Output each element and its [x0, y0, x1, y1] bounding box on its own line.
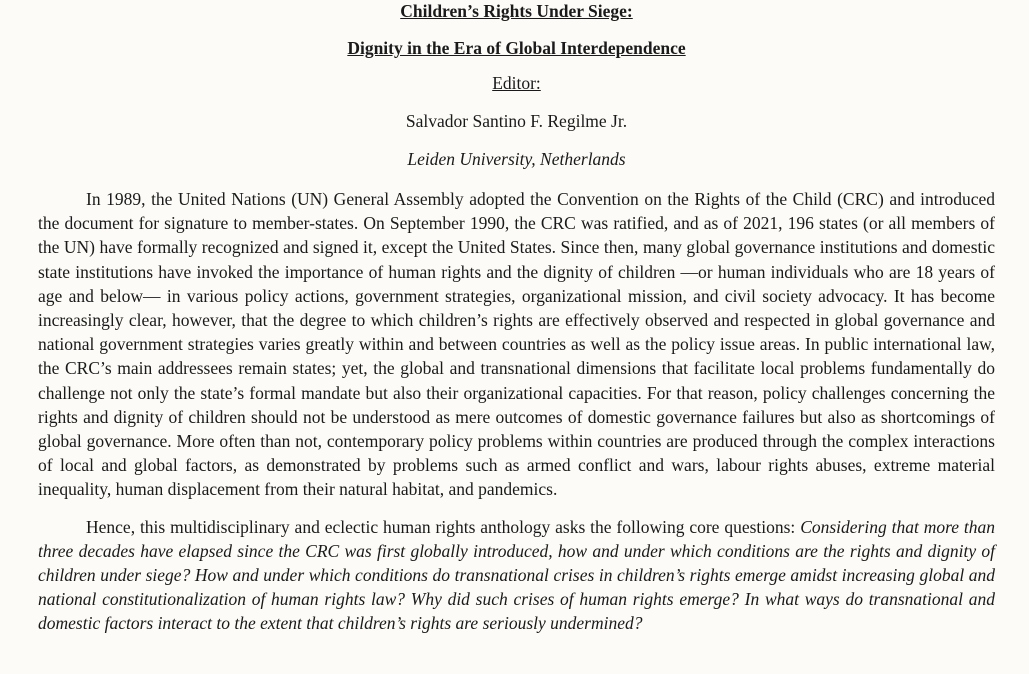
core-questions-text: Considering that more than three decades have elapsed since the CRC was first globally introduced, how and under which conditions are the rights and dignity of children under siege? How and under which conditions do transnational crises in children’s rights emerge amidst increasing global and national constitutionalization of human rights law? Why did such crises of human rights emerge? In what ways do transnational and domestic factors interact to the extent that children’s rights are seriously undermined? — [38, 516, 996, 634]
editor-label: Editor: — [492, 73, 541, 93]
paragraph-background: In 1989, the United Nations (UN) General Assembly adopted the Convention on the Rights of the Child (CRC) and introduced the document for signature to member-states. On September 1990, the CRC was ratified, and as of 2021, 196 states (or all members of the UN) have formally recognized and signed it, except the United States. Since then, many global governance institutions and domestic state institutions have invoked the importance of human rights and the dignity of children —or human individuals who are 18 years of age and below— in various policy actions, government strategies, organizational mission, and civil society advocacy. It has become increasingly clear, however, that the degree to which children’s rights are effectively observed and respected in global governance and national government strategies varies greatly within and between countries as well as the policy issue areas. In public international law, the CRC’s main addressees remain states; yet, the global and transnational dimensions that facilitate local problems fundamentally do challenge not only the state’s formal mandate but also their organizational capacities. For that reason, policy challenges concerning the rights and dignity of children should not be understood as mere outcomes of domestic governance failures but also as shortcomings of global governance. More often than not, contemporary policy problems within countries are produced through the complex interactions of local and global factors, as demonstrated by problems such as armed conflict and wars, labour rights abuses, extreme material inequality, human displacement from their natural habitat, and pandemics. — [38, 189, 995, 500]
core-questions-intro: Hence, this multidisciplinary and eclectic human rights anthology asks the following core questions: — [86, 516, 801, 537]
editor-affiliation: Leiden University, Netherlands — [407, 149, 626, 169]
title-line-2: Dignity in the Era of Global Interdependence — [347, 38, 686, 58]
title-line-1: Children’s Rights Under Siege: — [400, 1, 633, 21]
editor-name: Salvador Santino F. Regilme Jr. — [405, 111, 628, 131]
paragraph-core-questions — [38, 515, 995, 636]
